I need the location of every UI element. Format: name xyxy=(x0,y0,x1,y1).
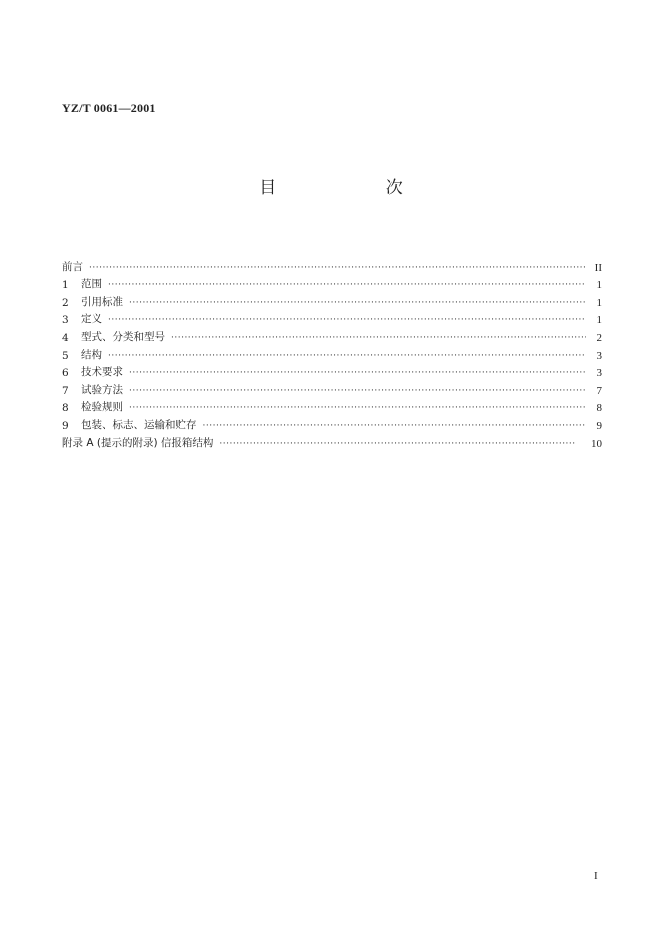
toc-entry-2[interactable] xyxy=(62,291,602,309)
page-number: I xyxy=(594,870,598,882)
dot-leader xyxy=(129,402,586,414)
toc-entry-label: 结构 xyxy=(81,348,102,361)
toc-entry-label: 范围 xyxy=(81,278,102,291)
toc-entry-number: 3 xyxy=(62,314,69,327)
toc-entry-5[interactable] xyxy=(62,344,602,362)
toc-entry-number: 6 xyxy=(62,367,69,380)
dot-leader xyxy=(89,262,586,274)
toc-entry-label: 试验方法 xyxy=(81,383,123,396)
toc-entry-page: 1 xyxy=(596,296,602,309)
toc-entry-number: 4 xyxy=(62,331,69,344)
toc-entry-label: 包装、标志、运输和贮存 xyxy=(81,418,197,431)
toc-entry-label: 定义 xyxy=(81,313,102,326)
page-title: 目 次 xyxy=(259,178,455,198)
dot-leader xyxy=(219,438,576,450)
toc-entry-number: 9 xyxy=(62,419,69,432)
toc-entry-7[interactable] xyxy=(62,379,602,397)
toc-entry-8[interactable] xyxy=(62,397,602,415)
toc-entry-foreword[interactable] xyxy=(62,256,602,274)
toc-entry-page: 7 xyxy=(596,384,602,397)
dot-leader xyxy=(203,420,587,432)
table-of-contents xyxy=(62,256,602,450)
dot-leader xyxy=(108,279,586,291)
toc-entry-page: 3 xyxy=(596,349,602,362)
toc-entry-label: 技术要求 xyxy=(81,366,123,379)
dot-leader xyxy=(108,314,586,326)
dot-leader xyxy=(129,385,586,397)
toc-entry-page: 2 xyxy=(596,331,602,344)
toc-entry-page: II xyxy=(594,261,602,274)
toc-entry-number: 8 xyxy=(62,402,69,415)
toc-entry-page: 1 xyxy=(596,279,602,292)
toc-entry-number: 1 xyxy=(62,279,69,292)
toc-entry-number: 2 xyxy=(62,296,69,309)
toc-entry-4[interactable] xyxy=(62,326,602,344)
toc-entry-appendix-a[interactable] xyxy=(62,432,602,450)
dot-leader xyxy=(171,332,586,344)
toc-entry-number: 5 xyxy=(62,349,69,362)
dot-leader xyxy=(108,350,586,362)
toc-entry-page: 8 xyxy=(596,402,602,415)
dot-leader xyxy=(129,367,586,379)
toc-entry-number: 7 xyxy=(62,384,69,397)
toc-entry-label: 型式、分类和型号 xyxy=(81,330,165,343)
toc-entry-1[interactable] xyxy=(62,274,602,292)
toc-entry-label: 检验规则 xyxy=(81,401,123,414)
toc-entry-page: 3 xyxy=(596,367,602,380)
dot-leader xyxy=(129,297,586,309)
standard-code: YZ/T 0061—2001 xyxy=(62,101,156,115)
toc-entry-3[interactable] xyxy=(62,309,602,327)
toc-entry-9[interactable] xyxy=(62,414,602,432)
toc-entry-label: 附录 A (提示的附录) 信报箱结构 xyxy=(62,436,214,449)
toc-entry-page: 1 xyxy=(596,314,602,327)
toc-entry-page: 9 xyxy=(596,419,602,432)
toc-entry-label: 前言 xyxy=(62,260,83,273)
toc-entry-label: 引用标准 xyxy=(81,295,123,308)
toc-entry-6[interactable] xyxy=(62,362,602,380)
toc-entry-page: 10 xyxy=(591,437,602,450)
